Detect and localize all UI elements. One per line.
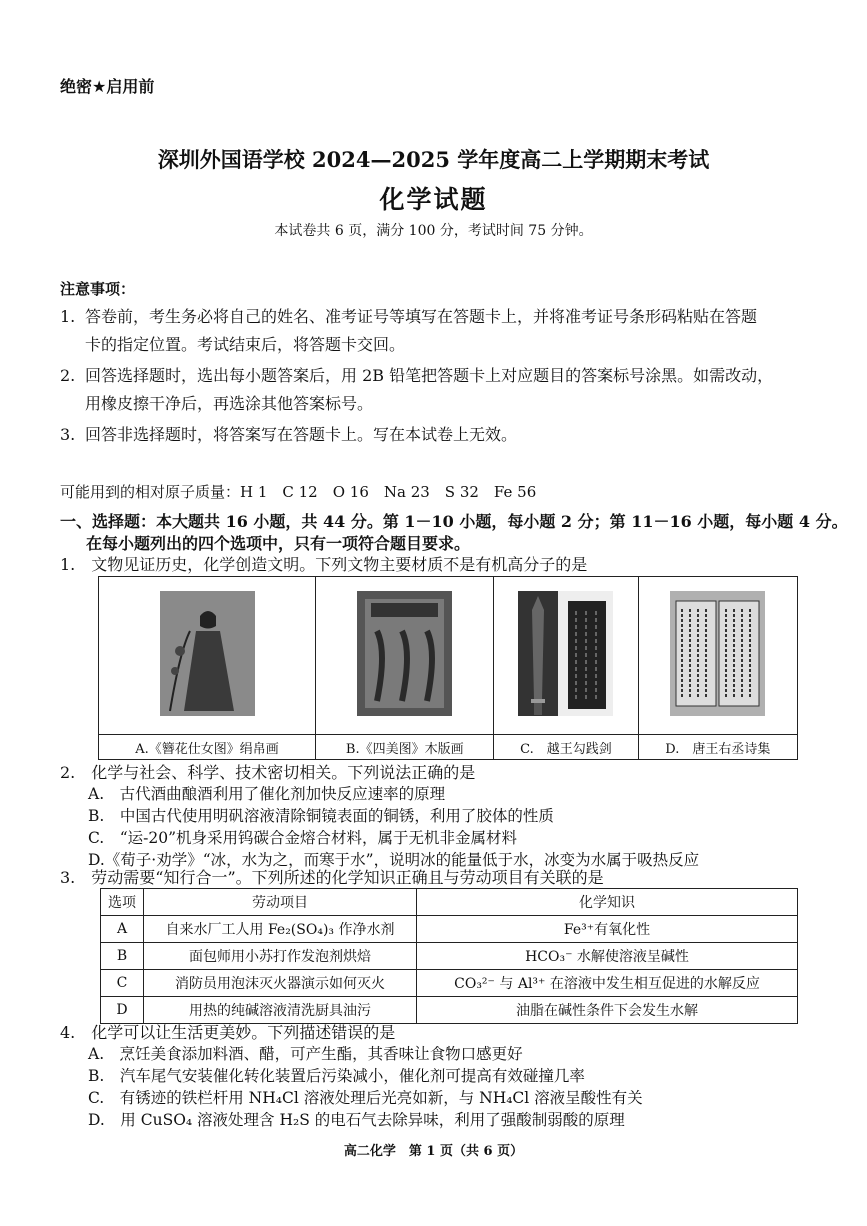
subject-title: 化学试题 (379, 185, 488, 214)
table-row: A 自来水厂工人用 Fe₂(SO₄)₃ 作净水剂 Fe³⁺有氧化性 (101, 916, 798, 943)
col-header: 劳动项目 (144, 889, 417, 916)
question-1-stem: 1. 文物见证历史，化学创造文明。下列文物主要材质不是有机高分子的是 (60, 555, 588, 574)
question-1-image-table (98, 576, 798, 760)
note-item: 3. 回答非选择题时，将答案写在答题卡上。写在本试卷上无效。 (60, 425, 518, 444)
question-4-option-b: B. 汽车尾气安装催化转化装置后污染减小，催化剂可提高有效碰撞几率 (88, 1067, 585, 1085)
section-heading: 一、选择题：本大题共 16 小题，共 44 分。第 1－10 小题，每小题 2 分；第 11－16 小题，每小题 4 分。 在每小题列出的四个选项中，只有一项符合题目要求。 (60, 512, 848, 553)
question-3-stem: 3. 劳动需要“知行合一”。下列所述的化学知识正确且与劳动项目有关联的是 (60, 868, 604, 887)
caption-c: C. 越王勾践剑 (494, 735, 638, 760)
poetry-book-image (638, 577, 797, 735)
painting-image (99, 577, 316, 735)
table-row: B 面包师用小苏打作发泡剂烘焙 HCO₃⁻ 水解使溶液呈碱性 (101, 943, 798, 970)
exam-title: 深圳外国语学校 2024—2025 学年度高二上学期期末考试 (157, 147, 710, 172)
poetry-book-picture (670, 591, 765, 716)
woodblock-picture (357, 591, 452, 716)
question-2-option-a: A. 古代酒曲酿酒利用了催化剂加快反应速率的原理 (88, 785, 446, 803)
sword-image (494, 577, 638, 735)
note-item: 2. 回答选择题时，选出每小题答案后，用 2B 铅笔把答题卡上对应题目的答案标号涂黑。如需改动， 用橡皮擦干净后，再选涂其他答案标号。 (60, 366, 774, 413)
question-4-option-a: A. 烹饪美食添加料酒、醋，可产生酯，其香味让食物口感更好 (88, 1045, 523, 1063)
caption-b: B.《四美图》木版画 (316, 735, 494, 760)
table-row: D 用热的纯碱溶液清洗厨具油污 油脂在碱性条件下会发生水解 (101, 997, 798, 1024)
question-2-stem: 2. 化学与社会、科学、技术密切相关。下列说法正确的是 (60, 763, 476, 782)
caption-a: A.《簪花仕女图》绢帛画 (99, 735, 316, 760)
sword-picture (518, 591, 613, 716)
table-row: C 消防员用泡沫灭火器演示如何灭火 CO₃²⁻ 与 Al³⁺ 在溶液中发生相互促进的水解反应 (101, 970, 798, 997)
col-header: 化学知识 (417, 889, 798, 916)
woodblock-image (316, 577, 494, 735)
question-4-option-c: C. 有锈迹的铁栏杆用 NH₄Cl 溶液处理后光亮如新，与 NH₄Cl 溶液呈酸性有关 (88, 1089, 643, 1107)
note-item: 1. 答卷前，考生务必将自己的姓名、准考证号等填写在答题卡上，并将准考证号条形码粘贴在答题 卡的指定位置。考试结束后，将答题卡交回。 (60, 307, 758, 354)
question-4-option-d: D. 用 CuSO₄ 溶液处理含 H₂S 的电石气去除异味，利用了强酸制弱酸的原理 (88, 1111, 625, 1129)
question-2-option-d: D.《荀子·劝学》“冰，水为之，而寒于水”，说明冰的能量低于水，冰变为水属于吸热反应 (88, 851, 700, 869)
atomic-masses: 可能用到的相对原子质量：H 1 C 12 O 16 Na 23 S 32 Fe 56 (60, 483, 537, 501)
col-header: 选项 (101, 889, 144, 916)
confidential-label: 绝密★启用前 (60, 77, 155, 96)
notes-heading: 注意事项： (60, 280, 136, 298)
painting-picture (160, 591, 255, 716)
question-2-option-b: B. 中国古代使用明矾溶液清除铜镜表面的铜锈，利用了胶体的性质 (88, 807, 554, 825)
exam-info: 本试卷共 6 页，满分 100 分，考试时间 75 分钟。 (274, 223, 593, 239)
page-footer: 高二化学 第 1 页（共 6 页） (343, 1144, 524, 1159)
question-2-option-c: C. “运-20”机身采用钨碳合金熔合材料，属于无机非金属材料 (88, 829, 518, 847)
caption-d: D. 唐王右丞诗集 (638, 735, 797, 760)
question-4-stem: 4. 化学可以让生活更美妙。下列描述错误的是 (60, 1023, 396, 1042)
question-3-table (100, 888, 798, 1024)
